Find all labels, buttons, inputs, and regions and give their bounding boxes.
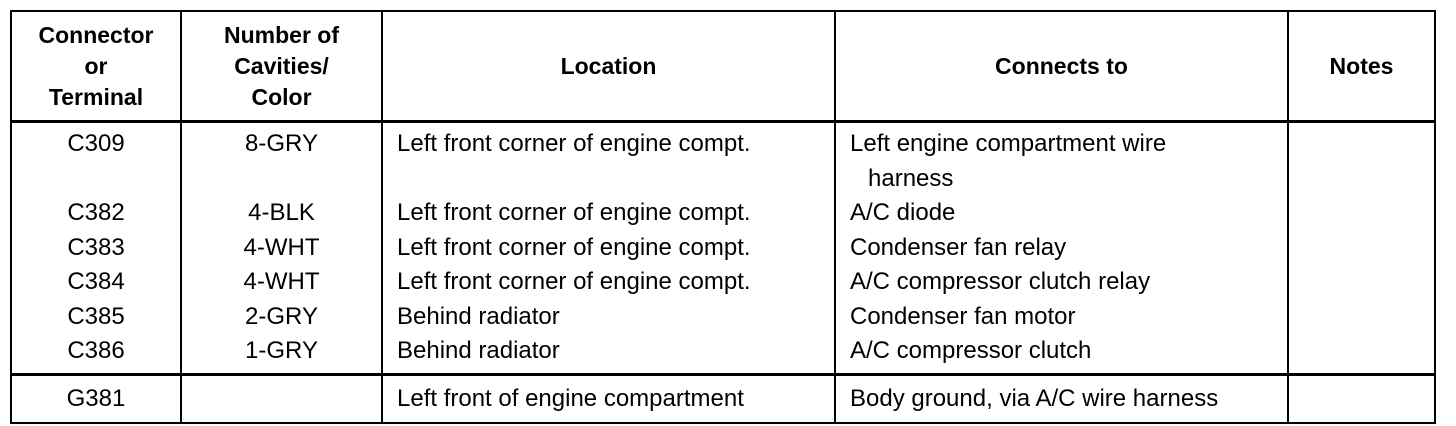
connects-value: Left engine compartment wire (850, 130, 1167, 157)
location-value: Behind radiator (397, 302, 560, 330)
location-column (382, 122, 835, 375)
connector-id: C383 (67, 233, 125, 261)
connects-value-continued: harness (868, 164, 954, 192)
connects-value: Condenser fan relay (850, 233, 1067, 261)
connector-id: C386 (67, 337, 125, 364)
ground-connects-value: Body ground, via A/C wire harness (835, 374, 1288, 423)
ground-location-value: Left front of engine compartment (382, 374, 835, 423)
connector-spacer (12, 162, 180, 197)
header-cavities (181, 11, 382, 122)
connects-value: A/C diode (850, 199, 956, 226)
connector-column (11, 122, 181, 375)
location-spacer (397, 162, 834, 197)
connector-group-row (11, 122, 1435, 375)
connector-id: C309 (67, 130, 125, 157)
location-value: Left front corner of engine compt. (397, 233, 751, 261)
connector-id: C382 (67, 199, 125, 226)
header-location: Location (382, 11, 835, 122)
header-cavities-line-1: Number of (224, 21, 339, 48)
header-connector-line-1: Connector (38, 21, 154, 48)
connects-value: Condenser fan motor (850, 302, 1076, 330)
header-connector-line-3: Terminal (48, 83, 144, 110)
cavities-column (181, 122, 382, 375)
header-notes: Notes (1288, 11, 1435, 122)
header-row (11, 11, 1435, 122)
header-connector-line-2: or (84, 52, 108, 79)
header-cavities-line-3: Color (251, 83, 312, 110)
connects-column (835, 122, 1288, 375)
location-value: Left front corner of engine compt. (397, 268, 751, 295)
cavities-value: 4-BLK (248, 199, 315, 226)
ground-cavities-value (181, 374, 382, 423)
connects-value: A/C compressor clutch (850, 337, 1092, 364)
cavities-spacer (182, 162, 381, 197)
cavities-value: 1-GRY (245, 337, 318, 364)
cavities-value: 4-WHT (243, 233, 320, 261)
location-value: Behind radiator (397, 337, 560, 364)
ground-connector-id: G381 (11, 374, 181, 423)
ground-notes-value (1288, 374, 1435, 423)
header-connector (11, 11, 181, 122)
location-value: Left front corner of engine compt. (397, 130, 751, 157)
location-value: Left front corner of engine compt. (397, 199, 751, 226)
notes-column (1288, 122, 1435, 375)
cavities-value: 2-GRY (245, 302, 318, 330)
header-connects-to: Connects to (835, 11, 1288, 122)
connector-table-sheet (10, 10, 1434, 424)
cavities-value: 4-WHT (243, 268, 320, 295)
connector-table (10, 10, 1436, 424)
header-cavities-line-2: Cavities/ (234, 52, 329, 79)
connector-id: C385 (67, 302, 125, 330)
cavities-value: 8-GRY (245, 130, 318, 157)
connects-value: A/C compressor clutch relay (850, 268, 1151, 295)
ground-row (11, 374, 1435, 423)
connector-id: C384 (67, 268, 125, 295)
